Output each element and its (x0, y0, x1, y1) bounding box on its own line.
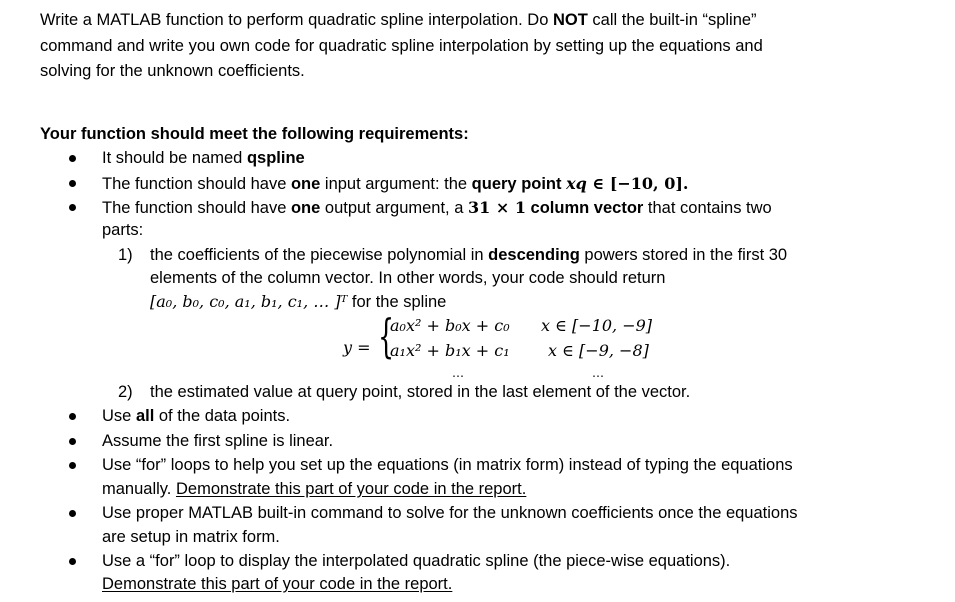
bullet-icon (69, 558, 76, 565)
equation-row-2-condition: x ∈ [−9, −8] (548, 341, 649, 360)
requirement-builtin-solver: Use proper MATLAB built-in command to solve for the unknown coefficients once the equations (102, 504, 798, 522)
requirement-for-loops: Use “for” loops to help you set up the equations (in matrix form) instead of typing the equations (102, 456, 793, 474)
equation-ellipsis: … (592, 366, 604, 380)
sub-item-estimated-value: the estimated value at query point, stored in the last element of the vector. (150, 383, 691, 401)
intro-line-2: command and write you own code for quadratic spline interpolation by setting up the equations and (40, 37, 763, 55)
bullet-icon (69, 155, 76, 162)
requirement-first-spline-linear: Assume the first spline is linear. (102, 432, 334, 450)
sub-item-number: 2) (118, 383, 133, 401)
bullet-icon (69, 180, 76, 187)
equation-lhs: y = (343, 338, 371, 357)
left-brace-icon: { (378, 309, 395, 363)
requirement-output-argument-cont: parts: (102, 221, 144, 239)
requirement-for-loops-cont: manually. Demonstrate this part of your code in the report. (102, 480, 527, 498)
equation-ellipsis: … (452, 366, 464, 380)
sub-item-coefficient-vector: [a₀, b₀, c₀, a₁, b₁, c₁, … ]ᵀ for the spline (150, 292, 447, 311)
sub-item-number: 1) (118, 246, 133, 264)
bullet-icon (69, 438, 76, 445)
sub-item-coefficients: the coefficients of the piecewise polynomial in descending powers stored in the first 30 (150, 246, 788, 264)
requirement-input-argument: The function should have one input argument: the query point xq ∈ [−10, 0]. (102, 174, 689, 193)
requirement-name: It should be named qspline (102, 149, 305, 167)
bullet-icon (69, 510, 76, 517)
intro-line-1: Write a MATLAB function to perform quadratic spline interpolation. Do NOT call the built-in “spline” (40, 11, 757, 29)
requirement-use-all-data: Use all of the data points. (102, 407, 291, 425)
equation-row-1-condition: x ∈ [−10, −9] (541, 316, 653, 335)
requirement-display-spline: Use a “for” loop to display the interpolated quadratic spline (the piece-wise equations). (102, 552, 731, 570)
equation-row-2: a₁x² + b₁x + c₁ (390, 341, 510, 360)
bullet-icon (69, 413, 76, 420)
requirements-heading: Your function should meet the following requirements: (40, 125, 469, 143)
equation-row-1: a₀x² + b₀x + c₀ (390, 316, 510, 335)
intro-line-3: solving for the unknown coefficients. (40, 62, 305, 80)
requirement-display-spline-cont: Demonstrate this part of your code in the report. (102, 575, 453, 593)
bullet-icon (69, 462, 76, 469)
requirement-output-argument: The function should have one output argument, a 31 × 1 column vector that contains two (102, 198, 772, 217)
requirement-builtin-solver-cont: are setup in matrix form. (102, 528, 280, 546)
sub-item-coefficients-cont: elements of the column vector. In other words, your code should return (150, 269, 666, 287)
bullet-icon (69, 204, 76, 211)
